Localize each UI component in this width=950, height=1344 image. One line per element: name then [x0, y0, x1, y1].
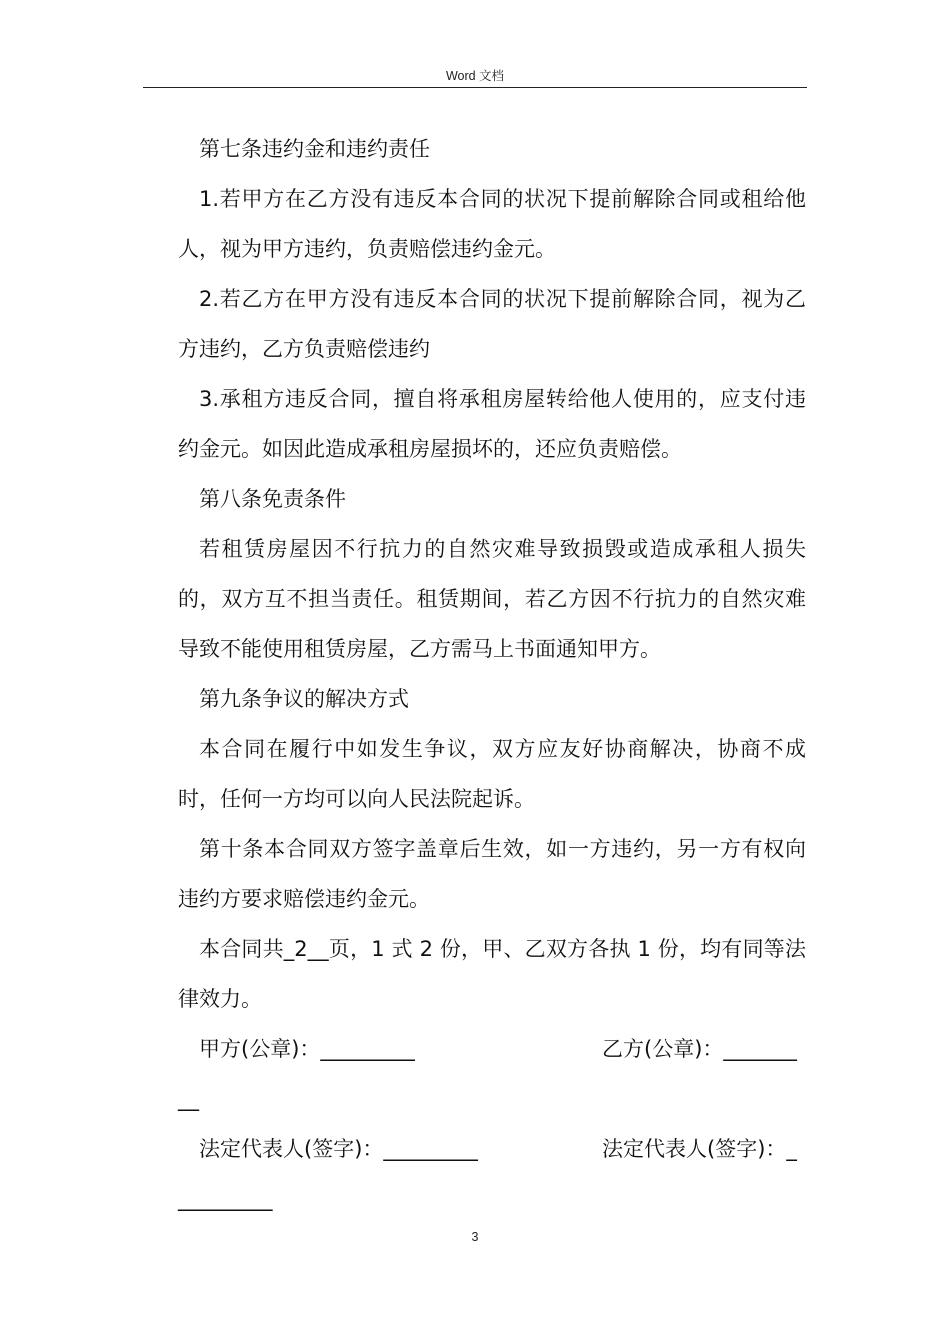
- article-7-clause-2: 2.若乙方在甲方没有违反本合同的状况下提前解除合同，视为乙方违约，乙方负责赔偿违约: [178, 287, 806, 361]
- article-9-title: 第九条争议的解决方式: [199, 687, 409, 711]
- page-header: Word 文档: [445, 69, 505, 83]
- party-a-representative-field: 法定代表人(签字)：_________: [199, 1137, 478, 1161]
- header-divider: [143, 87, 807, 88]
- copies-clause: 本合同共_2__页，1 式 2 份，甲、乙双方各执 1 份，均有同等法律效力。: [178, 937, 806, 1011]
- party-b-representative-wrap: _________: [178, 1187, 273, 1211]
- article-8-text: 若租赁房屋因不行抗力的自然灾难导致损毁或造成承租人损失的，双方互不担当责任。租赁期间，若乙方因不行抗力的自然灾难导致不能使用租赁房屋，乙方需马上书面通知甲方。: [178, 537, 806, 661]
- party-a-seal-field: 甲方(公章)：_________: [199, 1037, 415, 1061]
- article-10-text: 第十条本合同双方签字盖章后生效，如一方违约，另一方有权向违约方要求赔偿违约金元。: [178, 837, 806, 911]
- article-7-title: 第七条违约金和违约责任: [199, 137, 430, 161]
- article-9-text: 本合同在履行中如发生争议，双方应友好协商解决，协商不成时，任何一方均可以向人民法院起诉。: [178, 737, 806, 811]
- article-7-clause-1: 1.若甲方在乙方没有违反本合同的状况下提前解除合同或租给他人，视为甲方违约，负责赔偿违约金元。: [178, 187, 806, 261]
- party-b-seal-field: 乙方(公章)：_______: [602, 1037, 797, 1061]
- seal-row: [178, 1024, 806, 1074]
- article-7-clause-3: 3.承租方违反合同，擅自将承租房屋转给他人使用的，应支付违约金元。如因此造成承租房屋损坏的，还应负责赔偿。: [178, 387, 806, 461]
- page-number: 3: [471, 1230, 479, 1244]
- representative-row: [178, 1124, 806, 1174]
- party-b-representative-field: 法定代表人(签字)：_: [602, 1137, 797, 1161]
- article-8-title: 第八条免责条件: [199, 487, 346, 511]
- party-b-seal-wrap: __: [178, 1087, 199, 1111]
- document-body: [178, 124, 806, 1224]
